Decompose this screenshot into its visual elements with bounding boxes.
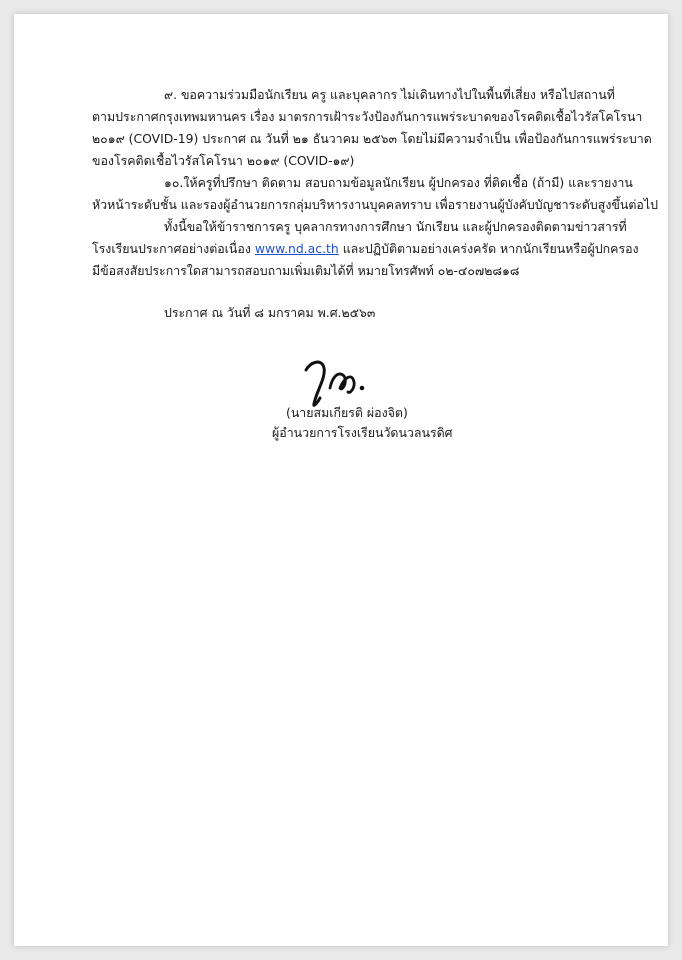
paragraph-9-line-2: ตามประกาศกรุงเทพมหานคร เรื่อง มาตรการเฝ้าระวังป้องกันการแพร่ระบาดของโรคติดเชื้อไวรัสโคโรนา — [92, 109, 643, 124]
paragraph-11-text-before-link: โรงเรียนประกาศอย่างต่อเนื่อง — [92, 241, 255, 256]
paragraph-9-line-4: ของโรคติดเชื้อไวรัสโคโรนา ๒๐๑๙ (COVID-๑๙) — [92, 153, 355, 168]
paragraph-11-line-1: ทั้งนี้ขอให้ข้าราชการครู บุคลากรทางการศึกษา นักเรียน และผู้ปกครองติดตามข่าวสารที่ — [164, 219, 627, 234]
paragraph-11-line-3: มีข้อสงสัยประการใดสามารถสอบถามเพิ่มเติมได้ที่ หมายโทรศัพท์ ๐๒-๔๐๗๒๘๑๘ — [92, 263, 520, 278]
school-website-link[interactable]: www.nd.ac.th — [254, 241, 339, 256]
signature-stroke-1 — [306, 362, 324, 405]
signature-stroke-2 — [330, 374, 354, 392]
paragraph-10-line-1: ๑๐.ให้ครูที่ปรึกษา ติดตาม สอบถามข้อมูลนักเรียน ผู้ปกครอง ที่ติดเชื้อ (ถ้ามี) และรายงาน — [164, 175, 633, 190]
signer-block — [272, 403, 453, 443]
paragraph-9-line-1: ๙. ขอความร่วมมือนักเรียน ครู และบุคลากร ไม่เดินทางไปในพื้นที่เสี่ยง หรือไปสถานที่ — [164, 87, 615, 102]
paragraph-10-line-2: หัวหน้าระดับชั้น และรองผู้อำนวยการกลุ่มบริหารงานบุคคลทราบ เพื่อรายงานผู้บังคับบัญชาระดับสูงขึ้นต่อไป — [92, 197, 658, 212]
signer-position: ผู้อำนวยการโรงเรียนวัดนวลนรดิศ — [272, 425, 453, 440]
announcement-date: ประกาศ ณ วันที่ ๘ มกราคม พ.ศ.๒๕๖๓ — [164, 305, 376, 320]
paragraph-11 — [92, 216, 639, 282]
paragraph-11-line-2 — [92, 238, 639, 260]
paragraph-9-line-3: ๒๐๑๙ (COVID-19) ประกาศ ณ วันที่ ๒๑ ธันวาคม ๒๕๖๓ โดยไม่มีความจำเป็น เพื่อป้องกันการแพร่ระบาด — [92, 131, 652, 146]
paragraph-10 — [92, 172, 658, 216]
signature-dot — [360, 386, 365, 391]
paragraph-9 — [92, 84, 652, 172]
signer-name: (นายสมเกียรติ ผ่องจิต) — [286, 405, 408, 420]
document-page — [14, 14, 668, 946]
paragraph-11-text-after-link: และปฏิบัติตามอย่างเคร่งครัด หากนักเรียนหรือผู้ปกครอง — [338, 241, 639, 256]
